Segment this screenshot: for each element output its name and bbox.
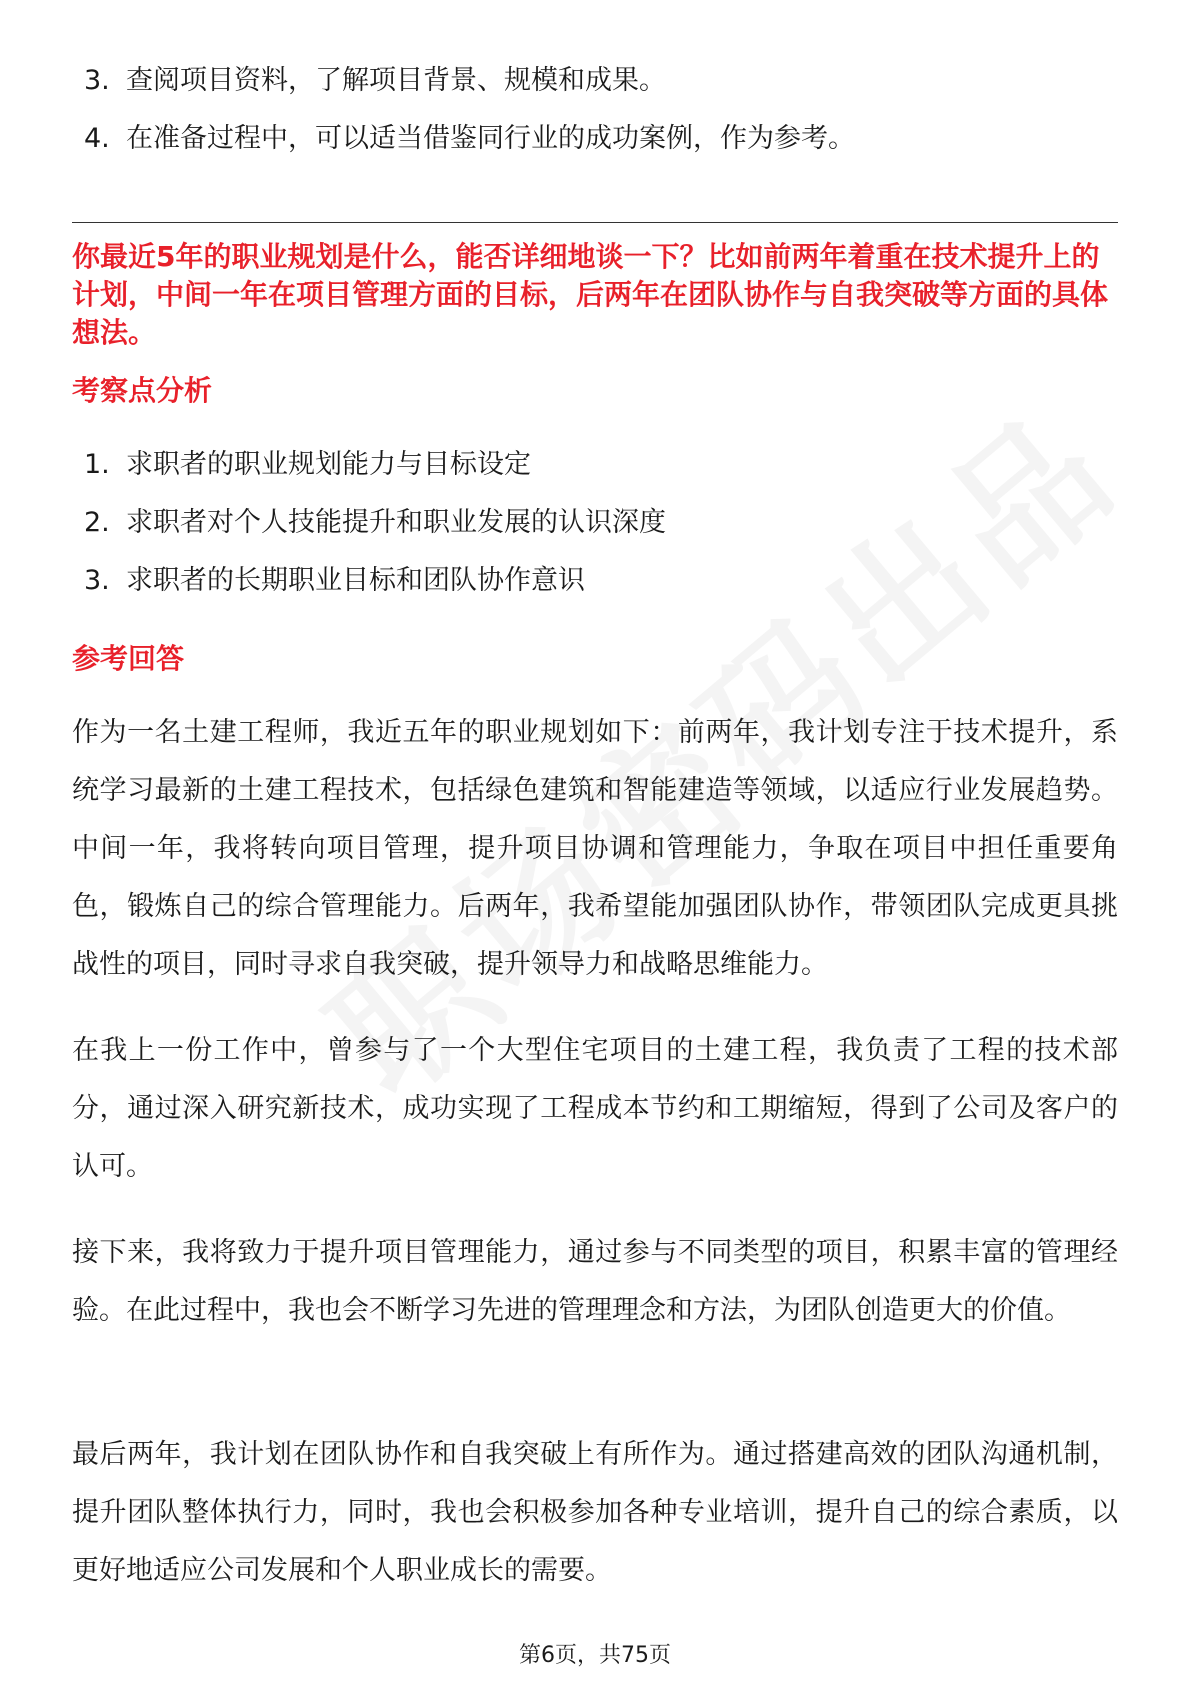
analysis-title: 考察点分析 (72, 374, 213, 407)
list-number: 3. (84, 565, 110, 596)
answer-title: 参考回答 (72, 642, 185, 675)
analysis-list (72, 436, 666, 610)
answer-paragraph: 作为一名土建工程师，我近五年的职业规划如下：前两年，我计划专注于技术提升，系统学习最新的土建工程技术，包括绿色建筑和智能建造等领域，以适应行业发展趋势。中间一年，我将转向项目管理，提升项目协调和管理能力，争取在项目中担任重要角色，锻炼自己的综合管理能力。后两年，我希望能加强团队协作，带领团队完成更具挑战性的项目，同时寻求自我突破，提升领导力和战略思维能力。 (72, 717, 1118, 980)
list-text: 查阅项目资料，了解项目背景、规模和成果。 (126, 65, 666, 96)
list-text: 求职者对个人技能提升和职业发展的认识深度 (126, 507, 666, 538)
list-text: 求职者的职业规划能力与目标设定 (126, 449, 531, 480)
answer-paragraph: 在我上一份工作中，曾参与了一个大型住宅项目的土建工程，我负责了工程的技术部分，通过深入研究新技术，成功实现了工程成本节约和工期缩短，得到了公司及客户的认可。 (72, 1035, 1118, 1182)
list-number: 4. (84, 123, 110, 154)
answer-paragraph: 最后两年，我计划在团队协作和自我突破上有所作为。通过搭建高效的团队沟通机制，提升团队整体执行力，同时，我也会积极参加各种专业培训，提升自己的综合素质，以更好地适应公司发展和个人职业成长的需要。 (72, 1439, 1118, 1586)
question-heading: 你最近5年的职业规划是什么，能否详细地谈一下？比如前两年着重在技术提升上的计划，中间一年在项目管理方面的目标，后两年在团队协作与自我突破等方面的具体想法。 (72, 240, 1109, 349)
top-list (72, 52, 855, 168)
list-item (72, 110, 855, 168)
list-number: 2. (84, 507, 110, 538)
list-number: 3. (84, 65, 110, 96)
list-text: 求职者的长期职业目标和团队协作意识 (126, 565, 585, 596)
list-item (72, 552, 666, 610)
answer-paragraph: 接下来，我将致力于提升项目管理能力，通过参与不同类型的项目，积累丰富的管理经验。在此过程中，我也会不断学习先进的管理理念和方法，为团队创造更大的价值。 (72, 1237, 1118, 1326)
list-text: 在准备过程中，可以适当借鉴同行业的成功案例，作为参考。 (126, 123, 855, 154)
list-item (72, 494, 666, 552)
list-item (72, 52, 855, 110)
list-number: 1. (84, 449, 110, 480)
list-item (72, 436, 666, 494)
page-footer: 第6页，共75页 (519, 1643, 671, 1668)
section-divider (72, 222, 1118, 223)
